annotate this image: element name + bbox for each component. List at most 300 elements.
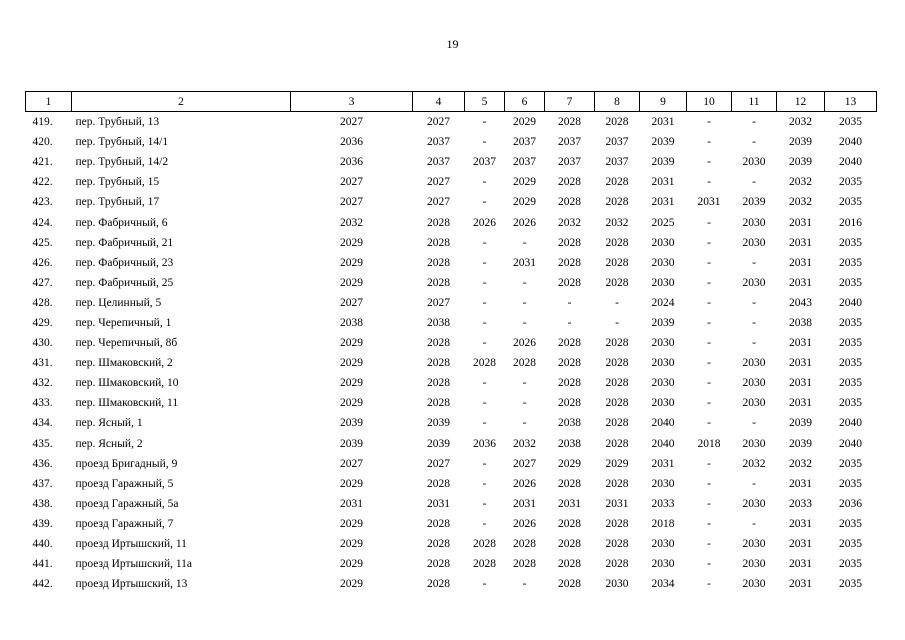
table-row <box>26 474 877 494</box>
cell-address: пер. Трубный, 14/2 <box>75 156 169 169</box>
cell-col-4: 2027 <box>427 457 450 470</box>
cell-col-7: 2028 <box>558 176 581 189</box>
cell-col-13: 2035 <box>839 337 862 350</box>
cell-col-7: 2032 <box>558 216 581 229</box>
cell-col-4: 2028 <box>427 236 450 249</box>
cell-row-number: 434. <box>32 417 53 430</box>
cell-col-5: - <box>482 517 487 530</box>
cell-address: пер. Фабричный, 23 <box>75 256 174 269</box>
column-header: 8 <box>595 92 640 112</box>
table-row <box>26 253 877 273</box>
cell-col-7: 2028 <box>558 337 581 350</box>
cell-col-13: 2035 <box>839 276 862 289</box>
cell-col-11: 2032 <box>742 457 766 470</box>
cell-col-8: 2028 <box>605 517 629 530</box>
column-header: 6 <box>505 92 545 112</box>
cell-row-number: 424. <box>32 216 53 229</box>
cell-col-12: 2032 <box>789 176 812 189</box>
cell-address: проезд Гаражный, 5 <box>75 477 174 490</box>
cell-col-3: 2029 <box>340 538 363 551</box>
cell-col-5: - <box>482 316 487 329</box>
cell-row-number: 442. <box>32 578 53 591</box>
cell-col-4: 2027 <box>427 196 450 209</box>
column-header: 7 <box>545 92 595 112</box>
cell-col-12: 2031 <box>789 256 812 269</box>
cell-col-6: 2026 <box>513 477 536 490</box>
cell-col-8: 2028 <box>605 558 629 571</box>
cell-col-3: 2027 <box>340 196 363 209</box>
cell-col-9: 2031 <box>651 457 675 470</box>
cell-col-6: 2029 <box>513 116 536 129</box>
cell-col-4: 2037 <box>427 156 450 169</box>
cell-col-3: 2027 <box>340 457 363 470</box>
cell-col-13: 2035 <box>839 357 862 370</box>
cell-col-8: 2030 <box>605 578 629 591</box>
cell-col-3: 2029 <box>340 558 363 571</box>
cell-col-13: 2035 <box>839 538 862 551</box>
cell-col-11: 2030 <box>742 497 766 510</box>
cell-col-12: 2039 <box>789 417 812 430</box>
cell-col-10: - <box>707 176 711 189</box>
cell-address: пер. Трубный, 15 <box>75 176 160 189</box>
cell-col-7: 2037 <box>558 136 581 149</box>
column-header: 11 <box>732 92 777 112</box>
cell-col-3: 2038 <box>340 316 363 329</box>
cell-col-9: 2040 <box>651 437 675 450</box>
cell-col-3: 2027 <box>340 116 363 129</box>
cell-col-7: 2028 <box>558 558 581 571</box>
column-header: 10 <box>687 92 732 112</box>
table-row <box>26 434 877 454</box>
cell-col-10: - <box>707 156 711 169</box>
table-row <box>26 494 877 514</box>
cell-col-7: 2028 <box>558 196 581 209</box>
cell-address: пер. Черепичный, 1 <box>75 316 172 329</box>
table-body <box>26 112 877 595</box>
table-row <box>26 393 877 413</box>
cell-row-number: 431. <box>32 357 53 370</box>
cell-col-4: 2028 <box>427 538 450 551</box>
cell-col-8: 2028 <box>605 437 629 450</box>
cell-col-8: 2029 <box>605 457 629 470</box>
cell-col-10: - <box>707 397 711 410</box>
cell-col-5: - <box>482 417 487 430</box>
cell-col-8: 2028 <box>605 397 629 410</box>
cell-col-9: 2031 <box>651 176 675 189</box>
cell-col-3: 2031 <box>340 497 363 510</box>
cell-col-4: 2028 <box>427 578 450 591</box>
cell-row-number: 438. <box>32 497 53 510</box>
cell-row-number: 433. <box>32 397 53 410</box>
cell-col-9: 2030 <box>651 477 675 490</box>
cell-col-4: 2039 <box>427 437 450 450</box>
cell-col-6: 2028 <box>513 558 536 571</box>
cell-row-number: 429. <box>32 316 53 329</box>
cell-col-13: 2040 <box>839 156 862 169</box>
cell-col-3: 2029 <box>340 236 363 249</box>
cell-col-7: 2028 <box>558 517 581 530</box>
cell-col-12: 2031 <box>789 236 812 249</box>
cell-row-number: 426. <box>32 256 53 269</box>
table-row <box>26 554 877 574</box>
cell-col-12: 2031 <box>789 477 812 490</box>
cell-col-8: 2028 <box>605 377 629 390</box>
cell-row-number: 440. <box>32 538 53 551</box>
cell-col-5: 2036 <box>473 437 496 450</box>
cell-col-13: 2035 <box>839 397 862 410</box>
cell-col-6: 2026 <box>513 517 536 530</box>
cell-col-6: 2031 <box>513 256 536 269</box>
table-row <box>26 353 877 373</box>
cell-col-13: 2035 <box>839 116 862 129</box>
cell-col-4: 2027 <box>427 116 450 129</box>
cell-col-8: 2028 <box>605 276 629 289</box>
cell-col-4: 2027 <box>427 296 450 309</box>
cell-col-11: - <box>752 417 756 430</box>
cell-col-12: 2031 <box>789 377 812 390</box>
cell-col-6: - <box>522 296 527 309</box>
cell-col-5: - <box>482 296 487 309</box>
cell-col-12: 2031 <box>789 558 812 571</box>
cell-col-8: 2037 <box>605 156 629 169</box>
cell-col-5: - <box>482 176 487 189</box>
table-row <box>26 112 877 133</box>
cell-col-8: 2031 <box>605 497 629 510</box>
cell-col-8: 2028 <box>605 357 629 370</box>
cell-row-number: 436. <box>32 457 53 470</box>
cell-col-3: 2036 <box>340 136 363 149</box>
cell-col-5: - <box>482 578 487 591</box>
cell-col-11: 2030 <box>742 156 766 169</box>
cell-col-7: - <box>567 296 572 309</box>
cell-col-4: 2037 <box>427 136 450 149</box>
cell-row-number: 423. <box>32 196 53 209</box>
cell-col-6: 2037 <box>513 136 536 149</box>
cell-col-10: - <box>707 457 711 470</box>
cell-col-5: - <box>482 276 487 289</box>
cell-col-7: 2028 <box>558 256 581 269</box>
cell-col-12: 2033 <box>789 497 812 510</box>
cell-col-13: 2035 <box>839 457 862 470</box>
cell-col-5: - <box>482 337 487 350</box>
cell-col-5: - <box>482 377 487 390</box>
cell-col-8: 2028 <box>605 477 629 490</box>
table-row <box>26 293 877 313</box>
cell-col-11: 2030 <box>742 558 766 571</box>
cell-col-6: 2029 <box>513 196 536 209</box>
cell-col-13: 2040 <box>839 417 862 430</box>
cell-col-11: 2030 <box>742 276 766 289</box>
cell-col-6: 2026 <box>513 216 536 229</box>
cell-col-6: 2032 <box>513 437 536 450</box>
cell-col-12: 2031 <box>789 578 812 591</box>
cell-col-5: - <box>482 236 487 249</box>
cell-col-8: 2032 <box>605 216 629 229</box>
cell-col-13: 2035 <box>839 517 862 530</box>
cell-row-number: 432. <box>32 377 53 390</box>
cell-col-12: 2031 <box>789 337 812 350</box>
cell-address: пер. Целинный, 5 <box>75 296 162 309</box>
cell-col-9: 2033 <box>651 497 675 510</box>
cell-col-13: 2040 <box>839 136 862 149</box>
cell-address: проезд Иртышский, 11 <box>75 538 187 551</box>
cell-col-10: - <box>707 236 711 249</box>
column-header: 4 <box>413 92 465 112</box>
column-header: 12 <box>777 92 825 112</box>
cell-row-number: 428. <box>32 296 53 309</box>
cell-row-number: 435. <box>32 437 53 450</box>
cell-col-10: - <box>707 256 711 269</box>
cell-col-5: - <box>482 196 487 209</box>
cell-col-4: 2028 <box>427 397 450 410</box>
cell-col-5: - <box>482 477 487 490</box>
cell-col-13: 2035 <box>839 316 862 329</box>
cell-col-11: - <box>752 337 756 350</box>
cell-col-11: 2030 <box>742 357 766 370</box>
cell-col-9: 2018 <box>651 517 675 530</box>
column-header: 2 <box>72 92 291 112</box>
cell-row-number: 421. <box>32 156 53 169</box>
cell-address: пер. Фабричный, 6 <box>75 216 168 229</box>
table-row <box>26 514 877 534</box>
cell-col-7: 2028 <box>558 357 581 370</box>
cell-col-9: 2039 <box>651 136 675 149</box>
cell-col-4: 2038 <box>427 316 450 329</box>
cell-col-11: - <box>752 256 756 269</box>
cell-col-8: 2028 <box>605 538 629 551</box>
cell-address: пер. Трубный, 14/1 <box>75 136 169 149</box>
cell-col-3: 2029 <box>340 397 363 410</box>
cell-col-6: - <box>522 377 527 390</box>
cell-col-6: 2026 <box>513 337 536 350</box>
cell-col-12: 2039 <box>789 437 812 450</box>
column-header: 13 <box>825 92 877 112</box>
column-header: 1 <box>26 92 72 112</box>
cell-col-11: 2030 <box>742 578 766 591</box>
cell-col-11: - <box>752 316 756 329</box>
cell-col-8: 2037 <box>605 136 629 149</box>
cell-col-3: 2029 <box>340 357 363 370</box>
cell-address: проезд Иртышский, 11а <box>75 558 193 571</box>
cell-col-11: 2030 <box>742 377 766 390</box>
cell-address: пер. Ясный, 1 <box>75 417 143 430</box>
cell-address: пер. Черепичный, 8б <box>75 337 178 350</box>
cell-col-10: - <box>707 578 711 591</box>
cell-col-12: 2031 <box>789 276 812 289</box>
cell-col-4: 2039 <box>427 417 450 430</box>
cell-row-number: 430. <box>32 337 53 350</box>
cell-col-5: 2028 <box>473 558 496 571</box>
cell-col-3: 2027 <box>340 176 363 189</box>
cell-col-4: 2028 <box>427 558 450 571</box>
cell-col-11: 2030 <box>742 216 766 229</box>
cell-col-7: 2028 <box>558 276 581 289</box>
table-row <box>26 313 877 333</box>
cell-col-7: 2028 <box>558 538 581 551</box>
cell-col-11: 2030 <box>742 538 766 551</box>
cell-col-5: - <box>482 397 487 410</box>
table-row <box>26 534 877 554</box>
cell-address: проезд Гаражный, 7 <box>75 517 174 530</box>
cell-address: пер. Ясный, 2 <box>75 437 143 450</box>
cell-col-5: - <box>482 457 487 470</box>
cell-col-7: 2038 <box>558 417 581 430</box>
cell-col-13: 2036 <box>839 497 862 510</box>
cell-row-number: 427. <box>32 276 53 289</box>
cell-col-8: 2028 <box>605 236 629 249</box>
table-row <box>26 333 877 353</box>
cell-col-13: 2035 <box>839 176 862 189</box>
cell-col-5: 2037 <box>473 156 496 169</box>
column-header: 9 <box>640 92 687 112</box>
cell-col-7: 2038 <box>558 437 581 450</box>
cell-col-6: 2028 <box>513 357 536 370</box>
cell-col-8: - <box>615 316 619 329</box>
cell-col-3: 2039 <box>340 437 363 450</box>
cell-col-10: - <box>707 136 711 149</box>
cell-col-5: - <box>482 116 487 129</box>
cell-col-3: 2029 <box>340 377 363 390</box>
page-number: 19 <box>446 37 459 51</box>
cell-col-3: 2029 <box>340 276 363 289</box>
cell-col-10: - <box>707 477 711 490</box>
cell-col-9: 2039 <box>651 316 675 329</box>
cell-col-13: 2035 <box>839 558 862 571</box>
cell-col-13: 2040 <box>839 296 862 309</box>
cell-col-3: 2032 <box>340 216 363 229</box>
cell-col-7: 2037 <box>558 156 581 169</box>
table-row <box>26 454 877 474</box>
cell-col-12: 2031 <box>789 517 812 530</box>
cell-col-3: 2029 <box>340 477 363 490</box>
cell-col-9: 2031 <box>651 116 675 129</box>
cell-col-3: 2036 <box>340 156 363 169</box>
cell-col-8: 2028 <box>605 176 629 189</box>
cell-col-10: - <box>707 216 711 229</box>
cell-col-4: 2028 <box>427 276 450 289</box>
cell-col-13: 2035 <box>839 377 862 390</box>
cell-col-10: - <box>707 276 711 289</box>
cell-col-5: 2028 <box>473 357 496 370</box>
cell-col-7: - <box>567 316 572 329</box>
cell-col-6: 2037 <box>513 156 536 169</box>
table-row <box>26 152 877 172</box>
cell-col-13: 2035 <box>839 236 862 249</box>
cell-address: пер. Шмаковский, 2 <box>75 357 173 370</box>
cell-row-number: 422. <box>32 176 53 189</box>
cell-col-9: 2040 <box>651 417 675 430</box>
cell-col-7: 2028 <box>558 116 581 129</box>
cell-address: пер. Трубный, 13 <box>75 116 160 129</box>
cell-col-4: 2028 <box>427 477 450 490</box>
cell-address: пер. Фабричный, 25 <box>75 276 174 289</box>
cell-col-11: 2030 <box>742 437 766 450</box>
cell-col-9: 2030 <box>651 538 675 551</box>
cell-col-4: 2028 <box>427 256 450 269</box>
cell-col-4: 2028 <box>427 337 450 350</box>
cell-row-number: 441. <box>32 558 53 571</box>
cell-col-9: 2030 <box>651 558 675 571</box>
cell-col-13: 2016 <box>839 216 862 229</box>
cell-col-7: 2031 <box>558 497 581 510</box>
data-table <box>25 91 877 594</box>
cell-col-12: 2031 <box>789 357 812 370</box>
table-row <box>26 413 877 433</box>
cell-address: проезд Иртышский, 13 <box>75 578 188 591</box>
cell-col-3: 2029 <box>340 517 363 530</box>
cell-col-3: 2027 <box>340 296 363 309</box>
cell-col-6: 2029 <box>513 176 536 189</box>
cell-col-13: 2035 <box>839 578 862 591</box>
cell-col-9: 2030 <box>651 337 675 350</box>
cell-col-10: - <box>707 558 711 571</box>
cell-col-3: 2029 <box>340 578 363 591</box>
cell-address: пер. Шмаковский, 10 <box>75 377 179 390</box>
cell-col-11: 2030 <box>742 236 766 249</box>
cell-col-8: 2028 <box>605 256 629 269</box>
cell-col-3: 2029 <box>340 337 363 350</box>
table-row <box>26 212 877 232</box>
cell-col-4: 2028 <box>427 216 450 229</box>
cell-col-4: 2028 <box>427 357 450 370</box>
cell-col-9: 2030 <box>651 397 675 410</box>
cell-col-11: - <box>752 136 756 149</box>
cell-col-10: - <box>707 417 711 430</box>
cell-col-10: - <box>707 316 711 329</box>
cell-col-9: 2030 <box>651 276 675 289</box>
cell-col-5: - <box>482 497 487 510</box>
cell-col-12: 2032 <box>789 457 812 470</box>
cell-row-number: 420. <box>32 136 53 149</box>
cell-col-9: 2039 <box>651 156 675 169</box>
cell-col-8: 2028 <box>605 417 629 430</box>
column-header: 5 <box>465 92 505 112</box>
cell-col-4: 2028 <box>427 377 450 390</box>
cell-col-6: - <box>522 397 527 410</box>
cell-col-9: 2031 <box>651 196 675 209</box>
cell-col-5: - <box>482 256 487 269</box>
cell-col-11: - <box>752 296 756 309</box>
cell-col-12: 2039 <box>789 136 812 149</box>
cell-col-10: 2018 <box>697 437 721 450</box>
cell-col-11: - <box>752 517 756 530</box>
cell-address: проезд Бригадный, 9 <box>75 457 178 470</box>
cell-col-10: - <box>707 497 711 510</box>
table-row <box>26 574 877 594</box>
cell-address: пер. Фабричный, 21 <box>75 236 174 249</box>
cell-col-12: 2031 <box>789 397 812 410</box>
table-row <box>26 273 877 293</box>
cell-col-10: - <box>707 538 711 551</box>
cell-col-4: 2031 <box>427 497 450 510</box>
cell-row-number: 437. <box>32 477 53 490</box>
table-row <box>26 172 877 192</box>
cell-address: проезд Гаражный, 5а <box>75 497 179 510</box>
cell-col-6: - <box>522 417 527 430</box>
cell-col-11: 2030 <box>742 397 766 410</box>
cell-row-number: 419. <box>32 116 53 129</box>
cell-col-5: 2026 <box>473 216 496 229</box>
cell-col-8: 2028 <box>605 337 629 350</box>
cell-col-9: 2025 <box>651 216 675 229</box>
cell-col-12: 2039 <box>789 156 812 169</box>
cell-col-3: 2039 <box>340 417 363 430</box>
cell-col-12: 2032 <box>789 196 812 209</box>
cell-col-7: 2028 <box>558 377 581 390</box>
cell-col-9: 2030 <box>651 256 675 269</box>
cell-col-6: - <box>522 236 527 249</box>
cell-row-number: 425. <box>32 236 53 249</box>
